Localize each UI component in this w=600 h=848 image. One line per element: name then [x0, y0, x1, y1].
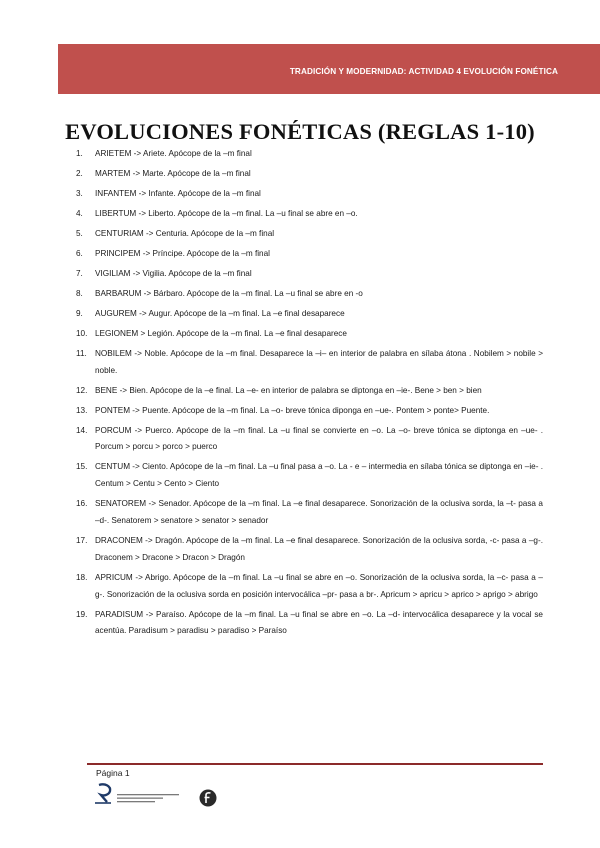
list-item-text: LIBERTUM -> Liberto. Apócope de la –m final. La –u final se abre en –o. [95, 208, 358, 218]
list-item [76, 246, 543, 263]
rules-list [76, 146, 543, 643]
list-item-number: 6. [76, 248, 83, 258]
list-item [76, 383, 543, 400]
list-item [76, 607, 543, 641]
list-item-number: 14. [76, 425, 88, 435]
page-number: Página 1 [96, 768, 130, 778]
list-item [76, 403, 543, 420]
list-item-number: 12. [76, 385, 88, 395]
list-item-number: 17. [76, 535, 88, 545]
list-item-number: 11. [76, 348, 87, 358]
list-item-text: APRICUM -> Abrigo. Apócope de la –m final. La –u final se abre en –o. Sonorización de la oclusiva sorda, la –c- pasa a –g-. Sonorización de la oclusiva sorda en posición intervocálica –pr- pasa a br-. Apricum > apricu > aprico > aprigo > abrigo [95, 572, 543, 599]
list-item-number: 8. [76, 288, 83, 298]
list-item-text: NOBILEM -> Noble. Apócope de la –m final. Desaparece la –i– en interior de palabra en sílaba átona . Nobilem > nobile > noble. [95, 348, 543, 375]
list-item [76, 286, 543, 303]
list-item-number: 18. [76, 572, 88, 582]
list-item-text: CENTURIAM -> Centuria. Apócope de la –m final [95, 228, 275, 238]
list-item-text: SENATOREM -> Senador. Apócope de la –m final. La –e final desaparece. Sonorización de la oclusiva sorda, la –t- pasa a –d-. Senatorem > senatore > senator > senador [95, 499, 543, 525]
list-item-text: LEGIONEM > Legión. Apócope de la –m final. La –e final desaparece [95, 328, 347, 338]
list-item-number: 3. [76, 188, 83, 198]
list-item-text: PRINCIPEM -> Príncipe. Apócope de la –m final [95, 248, 270, 258]
page-title: EVOLUCIONES FONÉTICAS (REGLAS 1-10) [65, 119, 535, 144]
list-item [76, 266, 543, 283]
list-item-number: 1. [76, 149, 83, 158]
list-item [76, 496, 543, 530]
list-item-text: PONTEM -> Puente. Apócope de la –m final. La –o- breve tónica diponga en –ue-. Pontem > ponte> Puente. [95, 405, 490, 415]
university-logo [93, 782, 183, 808]
list-item-text: DRACONEM -> Dragón. Apócope de la –m final. La –e final desaparece. Sonorización de la oclusiva sorda, -c- pasa a –g-. Draconem > Dracone > Dracon > Dragón [95, 535, 543, 562]
list-item [76, 186, 543, 203]
list-item-number: 7. [76, 268, 83, 278]
list-item-text: VIGILIAM -> Vigilia. Apócope de la –m final [95, 268, 252, 278]
list-item-text: ARIETEM -> Ariete. Apócope de la –m final [95, 149, 252, 158]
list-item-text: BENE -> Bien. Apócope de la –e final. La –e- en interior de palabra se diptonga en –ie-. Bene > ben > bien [95, 385, 482, 395]
list-item-number: 4. [76, 208, 83, 218]
list-item [76, 570, 543, 604]
list-item-number: 5. [76, 228, 83, 238]
secondary-logo [199, 789, 217, 807]
list-item-number: 9. [76, 308, 83, 318]
list-item [76, 326, 543, 343]
list-item [76, 459, 543, 493]
list-item [76, 306, 543, 323]
list-item [76, 423, 543, 457]
list-item [76, 166, 543, 183]
list-item-number: 13. [76, 405, 88, 415]
list-item-number: 2. [76, 168, 83, 178]
list-item [76, 533, 543, 567]
list-item-text: AUGUREM -> Augur. Apócope de la –m final. La –e final desaparece [95, 308, 345, 318]
list-item [76, 146, 543, 163]
list-item [76, 346, 543, 380]
header-title: TRADICIÓN Y MODERNIDAD: ACTIVIDAD 4 EVOLUCIÓN FONÉTICA [289, 67, 558, 76]
list-item [76, 226, 543, 243]
list-item-number: 19. [76, 609, 88, 619]
list-item-number: 15. [76, 462, 88, 472]
list-item-text: PORCUM -> Puerco. Apócope de la –m final. La –u final se convierte en –o. La –o- breve tónica se diptonga en –ue- . Porcum > porcu > porco > puerco [95, 425, 543, 452]
list-item-text: BARBARUM -> Bárbaro. Apócope de la –m final. La –u final se abre en -o [95, 288, 363, 298]
list-item-number: 10. [76, 328, 88, 338]
list-item-text: CENTUM -> Ciento. Apócope de la –m final. La –u final pasa a –o. La - e – intermedia en sílaba tónica se diptonga en –ie- . Centum > Centu > Cento > Ciento [95, 462, 543, 489]
list-item-text: PARADISUM -> Paraíso. Apócope de la –m final. La –u final se abre en –o. La –d- intervocálica desaparece y la vocal se acentúa. Paradisum > paradisu > paradiso > Paraíso [95, 609, 543, 636]
header-band [58, 44, 600, 94]
list-item [76, 206, 543, 223]
list-item-text: INFANTEM -> Infante. Apócope de la –m final [95, 188, 261, 198]
list-item-number: 16. [76, 499, 88, 509]
footer-divider [87, 763, 543, 765]
list-item-text: MARTEM -> Marte. Apócope de la –m final [95, 168, 251, 178]
